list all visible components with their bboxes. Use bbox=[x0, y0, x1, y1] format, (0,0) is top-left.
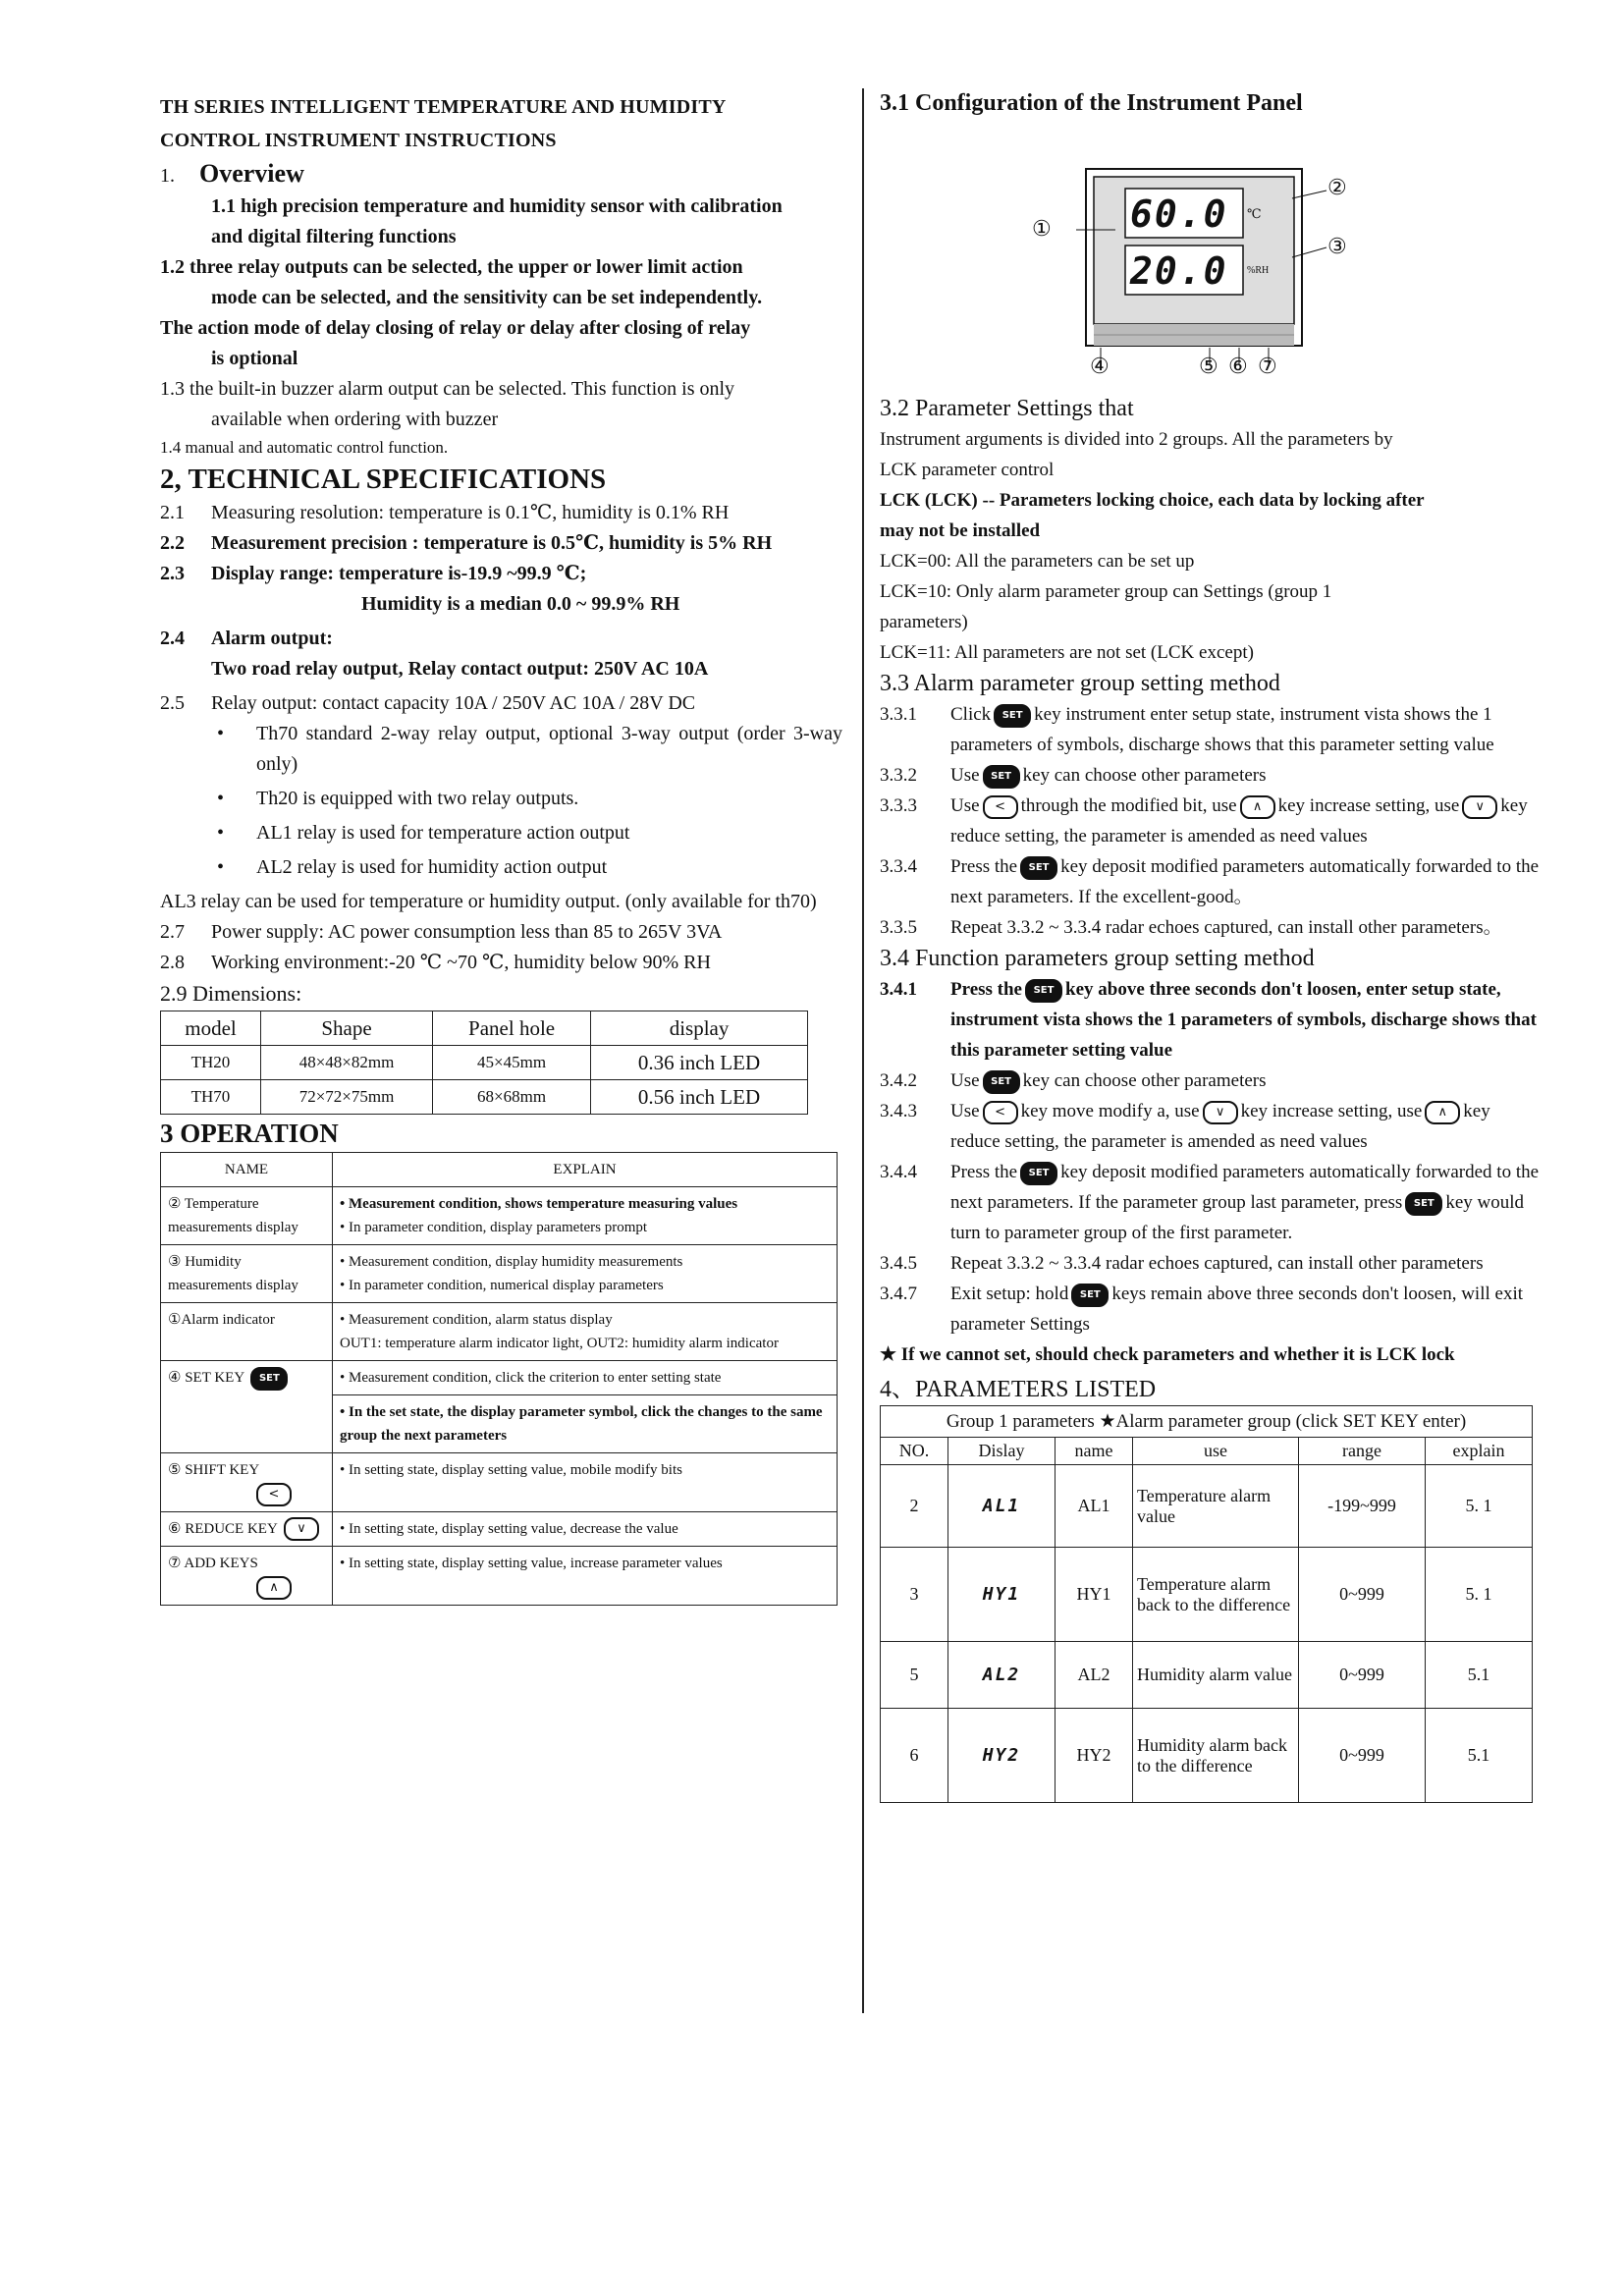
set-key-icon: SET bbox=[994, 704, 1031, 728]
set-key-icon: SET bbox=[983, 765, 1020, 789]
table-row: ⑥ REDUCE KEY ∨ • In setting state, display setting value, decrease the value bbox=[161, 1511, 838, 1547]
set-key-icon: SET bbox=[250, 1367, 288, 1391]
parameter-table bbox=[880, 1405, 1533, 1803]
humidity-unit: %RH bbox=[1247, 265, 1270, 276]
bullet-item: • Th70 standard 2-way relay output, optional 3-way output (order 3-way only) bbox=[217, 719, 842, 780]
spec-row: 2.4 Alarm output: bbox=[160, 628, 333, 649]
set-key-icon: SET bbox=[1020, 1162, 1057, 1185]
table-row: 5 AL2 AL2 Humidity alarm value 0~999 5.1 bbox=[881, 1642, 1533, 1709]
alarm-method-heading: 3.3 Alarm parameter group setting method bbox=[880, 671, 1280, 696]
step-row: 3.4.5 Repeat 3.3.2 ~ 3.3.4 radar echoes captured, can install other parameters bbox=[880, 1253, 1484, 1274]
callout-7: ⑦ bbox=[1258, 354, 1277, 378]
table-row: TH20 48×48×82mm 45×45mm 0.36 inch LED bbox=[161, 1046, 808, 1080]
table-caption-row: Group 1 parameters ★Alarm parameter group (click SET KEY enter) bbox=[881, 1406, 1533, 1438]
overview-line: The action mode of delay closing of relay or delay after closing of relay bbox=[160, 317, 751, 339]
step-row: 3.3.3 Use < through the modified bit, use ∧ key increase setting, use ∨ key reduce setting, the parameter is amended as need values bbox=[880, 795, 1528, 847]
table-row: TH70 72×72×75mm 68×68mm 0.56 inch LED bbox=[161, 1080, 808, 1115]
set-key-icon: SET bbox=[1020, 856, 1057, 880]
step-row: 3.4.4 Press the SET key deposit modified parameters automatically forwarded to the next parameters. If the parameter group last parameter, press SET key would turn to parameter group of the first parameter. bbox=[880, 1162, 1540, 1243]
doc-title-2: CONTROL INSTRUMENT INSTRUCTIONS bbox=[160, 130, 557, 151]
step-row: 3.3.2 Use SET key can choose other parameters bbox=[880, 760, 1540, 791]
humidity-display: 20.0 bbox=[1130, 249, 1228, 293]
bullet-item: • AL2 relay is used for humidity action output bbox=[217, 852, 842, 883]
shift-key-icon: < bbox=[983, 795, 1018, 819]
step-row: 3.4.2 Use SET key can choose other parameters bbox=[880, 1066, 1540, 1096]
set-key-icon: SET bbox=[1025, 979, 1062, 1003]
overview-line: 1.2 three relay outputs can be selected, the upper or lower limit action bbox=[160, 256, 743, 278]
overview-line: and digital filtering functions bbox=[211, 226, 457, 247]
spec-row: 2.3 Display range: temperature is-19.9 ~99.9 ℃; bbox=[160, 563, 587, 584]
params-line: LCK parameter control bbox=[880, 460, 1055, 480]
add-key-icon: ∧ bbox=[1240, 795, 1275, 819]
operation-heading: 3 OPERATION bbox=[160, 1119, 339, 1148]
spec-row: 2.2 Measurement precision : temperature is 0.5℃, humidity is 5% RH bbox=[160, 532, 773, 554]
callout-6: ⑥ bbox=[1228, 354, 1248, 378]
reduce-key-icon: ∨ bbox=[284, 1517, 319, 1541]
table-row: ⑦ ADD KEYS ∧ • In setting state, display setting value, increase parameter values bbox=[161, 1547, 838, 1606]
humidity-range: Humidity is a median 0.0 ~ 99.9% RH bbox=[361, 593, 680, 615]
overview-line: available when ordering with buzzer bbox=[211, 409, 499, 430]
params-line: LCK (LCK) -- Parameters locking choice, each data by locking after bbox=[880, 490, 1425, 511]
step-row: 3.3.5 Repeat 3.3.2 ~ 3.3.4 radar echoes captured, can install other parameters。 bbox=[880, 917, 1502, 938]
dimensions-label: 2.9 Dimensions: bbox=[160, 981, 302, 1006]
params-line: LCK=00: All the parameters can be set up bbox=[880, 551, 1195, 572]
relay-bullets bbox=[160, 719, 842, 883]
step-row: 3.4.7 Exit setup: hold SET keys remain above three seconds don't loosen, will exit parameter Settings bbox=[880, 1284, 1524, 1335]
bullet-item: • Th20 is equipped with two relay outputs. bbox=[217, 784, 842, 814]
step-row: 3.4.3 Use < key move modify a, use ∨ key increase setting, use ∧ key reduce setting, the parameter is amended as need values bbox=[880, 1101, 1490, 1152]
temperature-unit: ℃ bbox=[1247, 206, 1262, 221]
table-row: ①Alarm indicator • Measurement condition, alarm status display OUT1: temperature alarm indicator light, OUT2: humidity alarm indicator bbox=[161, 1303, 838, 1361]
callout-2: ② bbox=[1327, 175, 1347, 199]
add-key-icon: ∧ bbox=[1425, 1101, 1460, 1124]
callout-3: ③ bbox=[1327, 234, 1347, 258]
right-column bbox=[880, 86, 1540, 1803]
params-heading: 3.2 Parameter Settings that bbox=[880, 396, 1134, 421]
table-header-row: NAME EXPLAIN bbox=[161, 1153, 838, 1187]
reduce-key-icon: ∨ bbox=[1203, 1101, 1238, 1124]
overview-line: mode can be selected, and the sensitivity can be set independently. bbox=[211, 287, 763, 308]
listed-heading: 4、PARAMETERS LISTED bbox=[880, 1377, 1157, 1402]
table-header-row: NO. Dislay name use range explain bbox=[881, 1438, 1533, 1465]
overview-heading: 1. Overview bbox=[160, 159, 304, 188]
left-column bbox=[160, 90, 842, 1606]
operation-table bbox=[160, 1152, 838, 1606]
reduce-key-icon: ∨ bbox=[1462, 795, 1497, 819]
dimensions-table bbox=[160, 1011, 808, 1115]
spec-row: 2.5 Relay output: contact capacity 10A / 250V AC 10A / 28V DC bbox=[160, 692, 696, 714]
overview-line: 1.1 high precision temperature and humidity sensor with calibration bbox=[211, 195, 783, 217]
shift-key-icon: < bbox=[983, 1101, 1018, 1124]
table-row: 2 AL1 AL1 Temperature alarm value -199~999 5. 1 bbox=[881, 1465, 1533, 1548]
params-line: parameters) bbox=[880, 612, 968, 632]
shift-key-icon: < bbox=[256, 1483, 292, 1506]
table-header-row: model Shape Panel hole display bbox=[161, 1011, 808, 1046]
spec-row: 2.8 Working environment:-20 ℃ ~70 ℃, humidity below 90% RH bbox=[160, 952, 711, 973]
step-row: 3.4.1 Press the SET key above three seconds don't loosen, enter setup state, instrument vista shows the 1 parameters of symbols, discharge shows that this parameter setting value bbox=[880, 979, 1537, 1061]
set-key-icon: SET bbox=[983, 1070, 1020, 1094]
bullet-item: • AL1 relay is used for temperature action output bbox=[217, 818, 842, 848]
table-row: • In the set state, the display parameter symbol, click the changes to the same group the next parameters bbox=[161, 1395, 838, 1453]
lock-note: ★ If we cannot set, should check parameters and whether it is LCK lock bbox=[880, 1344, 1455, 1365]
temperature-display: 60.0 bbox=[1130, 192, 1228, 236]
alarm-detail: Two road relay output, Relay contact output: 250V AC 10A bbox=[211, 658, 709, 680]
callout-1: ① bbox=[1032, 216, 1052, 241]
spec-row: 2.1 Measuring resolution: temperature is 0.1℃, humidity is 0.1% RH bbox=[160, 502, 730, 523]
doc-title-1: TH SERIES INTELLIGENT TEMPERATURE AND HUMIDITY bbox=[160, 96, 727, 118]
callout-5: ⑤ bbox=[1199, 354, 1218, 378]
set-key-icon: SET bbox=[1071, 1284, 1109, 1307]
step-row: 3.3.1 Click SET key instrument enter setup state, instrument vista shows the 1 parameters of symbols, discharge shows that this parameter setting value bbox=[880, 704, 1494, 755]
table-row: ③ Humidity measurements display • Measurement condition, display humidity measurements • In parameter condition, numerical display parameters bbox=[161, 1245, 838, 1303]
tech-heading: 2, TECHNICAL SPECIFICATIONS bbox=[160, 464, 607, 495]
spec-row: 2.7 Power supply: AC power consumption less than 85 to 265V 3VA bbox=[160, 921, 723, 943]
column-divider bbox=[862, 88, 864, 2013]
table-row: ⑤ SHIFT KEY < • In setting state, display setting value, mobile modify bits bbox=[161, 1453, 838, 1512]
func-method-heading: 3.4 Function parameters group setting method bbox=[880, 946, 1315, 971]
step-row: 3.3.4 Press the SET key deposit modified parameters automatically forwarded to the next parameters. If the excellent-good。 bbox=[880, 856, 1540, 907]
panel-heading: 3.1 Configuration of the Instrument Panel bbox=[880, 90, 1303, 116]
params-line: LCK=10: Only alarm parameter group can Settings (group 1 bbox=[880, 581, 1332, 602]
table-row: 3 HY1 HY1 Temperature alarm back to the difference 0~999 5. 1 bbox=[881, 1548, 1533, 1642]
table-row: ④ SET KEY SET • Measurement condition, click the criterion to enter setting state bbox=[161, 1361, 838, 1395]
callout-4: ④ bbox=[1090, 354, 1110, 378]
params-line: may not be installed bbox=[880, 520, 1041, 541]
table-row: 6 HY2 HY2 Humidity alarm back to the difference 0~999 5.1 bbox=[881, 1709, 1533, 1803]
overview-line: 1.4 manual and automatic control function. bbox=[160, 438, 449, 457]
params-line: Instrument arguments is divided into 2 groups. All the parameters by bbox=[880, 429, 1393, 450]
instrument-panel-diagram bbox=[880, 120, 1540, 385]
overview-line: is optional bbox=[211, 348, 298, 369]
add-key-icon: ∧ bbox=[256, 1576, 292, 1600]
overview-line: 1.3 the built-in buzzer alarm output can be selected. This function is only bbox=[160, 378, 735, 400]
al3-note: AL3 relay can be used for temperature or humidity output. (only available for th70) bbox=[160, 891, 817, 912]
params-line: LCK=11: All parameters are not set (LCK except) bbox=[880, 642, 1254, 663]
set-key-icon: SET bbox=[1405, 1192, 1442, 1216]
table-row: ② Temperature measurements display • Measurement condition, shows temperature measuring values • In parameter condition, display parameters prompt bbox=[161, 1187, 838, 1245]
